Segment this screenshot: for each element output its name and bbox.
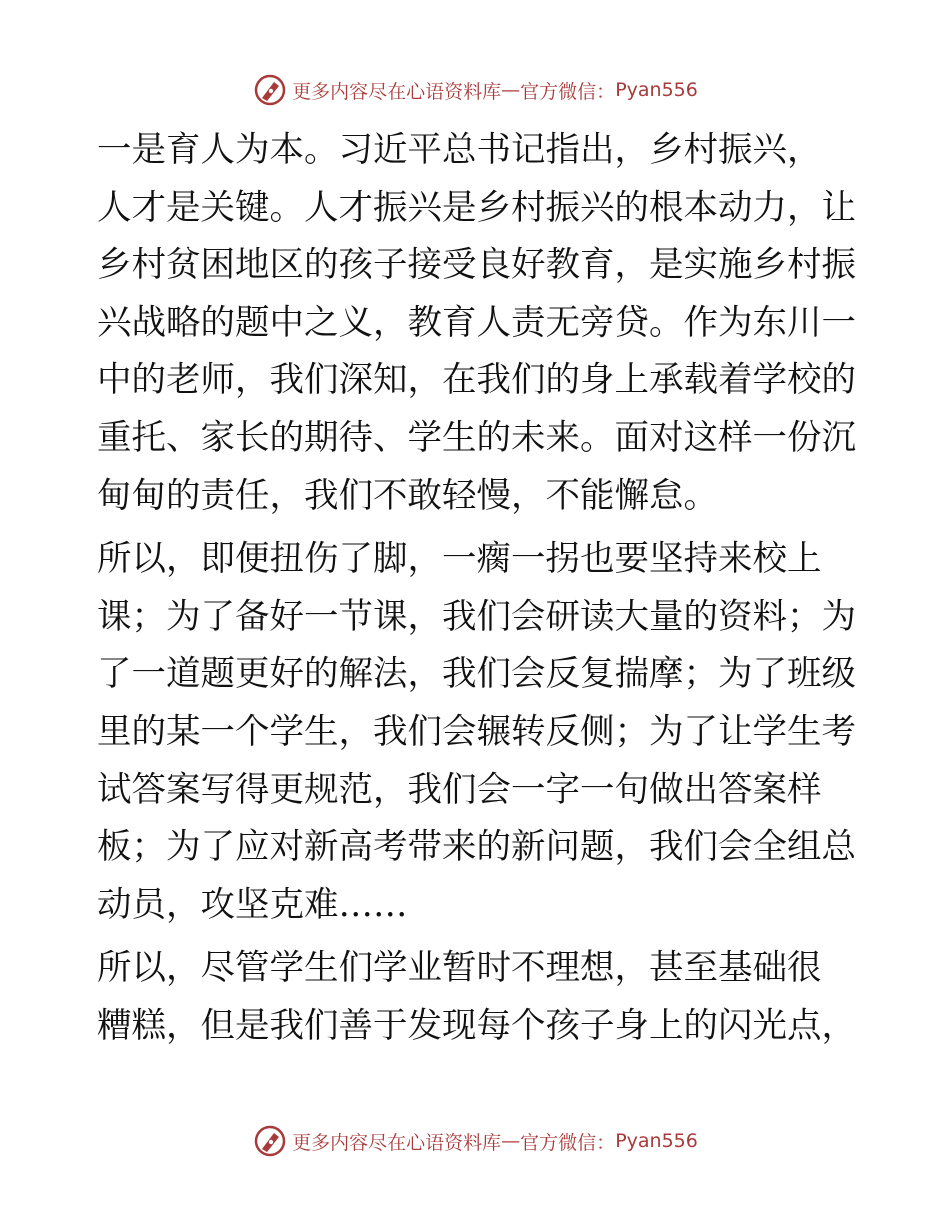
footer-banner [0,1121,950,1161]
text-line: 一是育人为本。习近平总书记指出，乡村振兴， [97,130,822,170]
pen-nib-logo-icon [252,1123,288,1159]
banner-title: 更多内容尽在心语资料库 [292,80,502,103]
text-line: 糟糕，但是我们善于发现每个孩子身上的闪光点， [97,1005,856,1046]
text-line: 人才是关键。人才振兴是乡村振兴的根本动力，让 [97,187,856,228]
paragraph-1 [97,122,857,525]
text-line: 里的某一个学生，我们会辗转反侧；为了让学生考 [97,711,856,752]
paragraph-3 [97,940,857,1055]
text-line: 重托、家长的期待、学生的未来。面对这样一份沉 [97,417,856,458]
banner-contact-id: Pyan556 [615,79,698,101]
banner-title: 更多内容尽在心语资料库 [292,1131,502,1154]
text-line: 乡村贫困地区的孩子接受良好教育，是实施乡村振 [97,245,856,286]
text-line: 板；为了应对新高考带来的新问题，我们会全组总 [97,827,856,868]
banner-separator: — [501,1130,521,1152]
header-banner [0,70,950,110]
document-body [97,122,857,1056]
banner-contact-label: 官方微信： [520,80,616,103]
text-line: 试答案写得更规范，我们会一字一句做出答案样 [97,769,822,810]
pen-nib-logo-icon [252,72,288,108]
text-line: 中的老师，我们深知，在我们的身上承载着学校的 [97,360,856,401]
text-line: 动员，攻坚克难…… [97,884,408,925]
text-line: 所以，尽管学生们学业暂时不理想，甚至基础很 [97,948,822,989]
text-line: 课；为了备好一节课，我们会研读大量的资料；为 [97,596,856,637]
banner-contact-id: Pyan556 [615,1130,698,1152]
text-line: 兴战略的题中之义，教育人责无旁贷。作为东川一 [97,302,856,343]
paragraph-2 [97,531,857,934]
text-line: 甸甸的责任，我们不敢轻慢，不能懈怠。 [97,475,718,516]
text-line: 了一道题更好的解法，我们会反复揣摩；为了班级 [97,654,856,695]
banner-separator: — [501,79,521,101]
text-line: 所以，即便扭伤了脚，一瘸一拐也要坚持来校上 [97,539,822,580]
banner-contact-label: 官方微信： [520,1131,616,1154]
